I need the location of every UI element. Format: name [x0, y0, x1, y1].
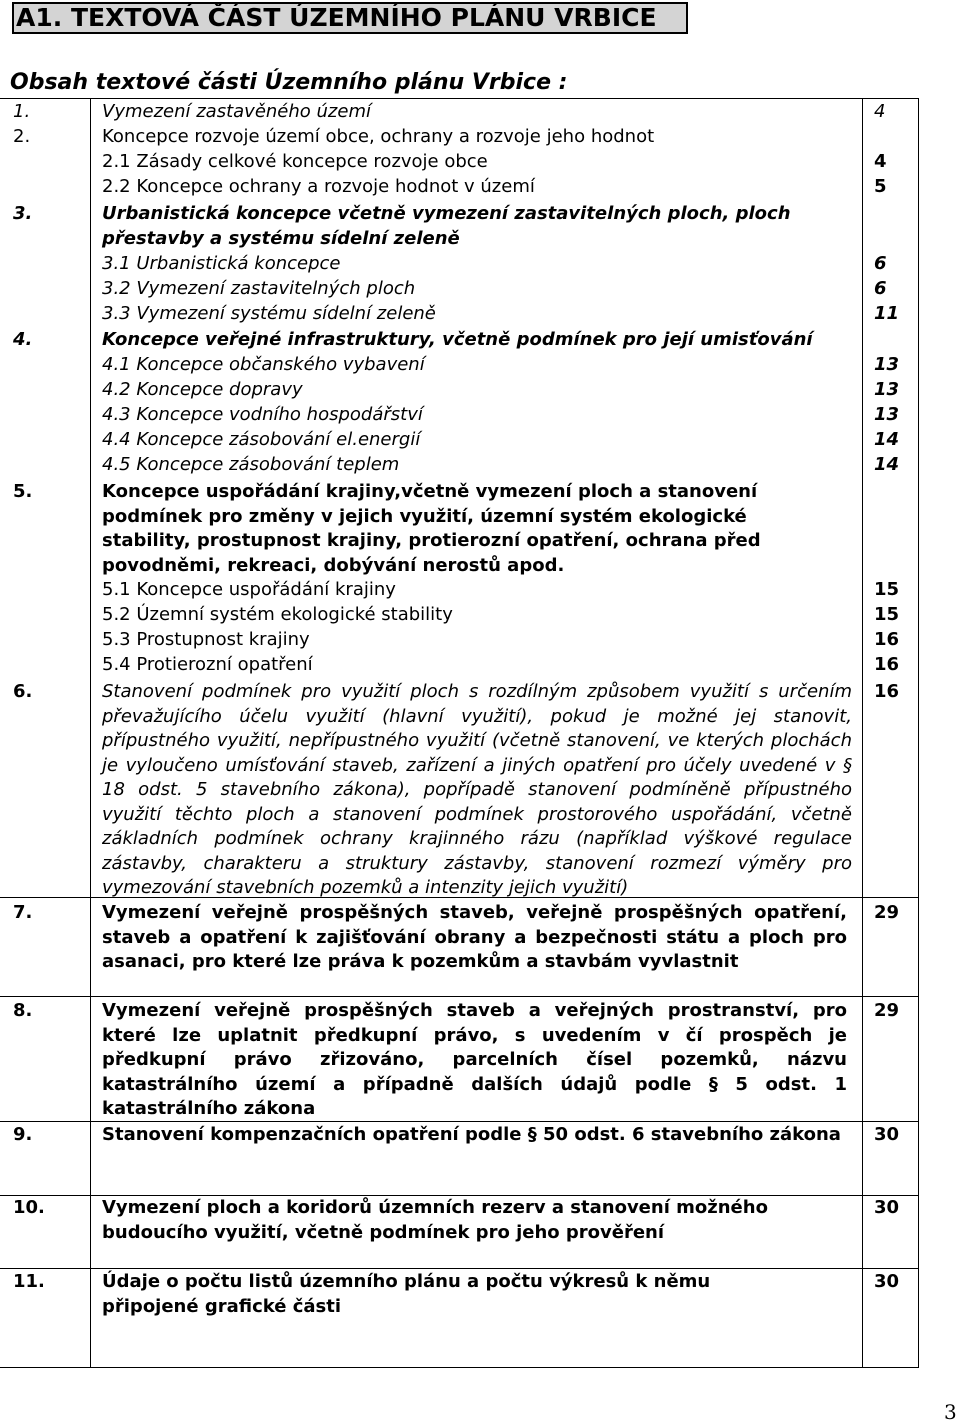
- entry-text: 5.1 Koncepce uspořádání krajiny: [102, 579, 396, 600]
- entry-text: 2.2 Koncepce ochrany a rozvoje hodnot v území: [102, 176, 535, 197]
- entry-page: 11: [874, 303, 900, 324]
- entry-page: 30: [874, 1197, 900, 1218]
- entry-page: 30: [874, 1271, 900, 1292]
- entry-text: 3.1 Urbanistická koncepce: [102, 253, 341, 274]
- entry-page: 30: [874, 1124, 900, 1145]
- entry-text: Údaje o počtu listů územního plánu a počtu výkresů k němu připojené grafické části: [102, 1271, 711, 1317]
- entry-number: 2.: [13, 126, 31, 147]
- entry-page: 29: [874, 902, 900, 923]
- entry-text: 3.3 Vymezení systému sídelní zeleně: [102, 303, 436, 324]
- entry-page: 15: [874, 579, 900, 600]
- entry-page: 14: [874, 429, 900, 450]
- entry-page: 4: [874, 151, 887, 172]
- page-number: 3: [944, 1400, 957, 1424]
- entry-text-line: Vymezení veřejně prospěšných staveb, veřejně prospěšných opatření, staveb a opatření k zajišťování obrany a bezpečnosti státu a ploch pro asanaci, pro které lze práva k pozemkům a stavbám vyvlastnit: [102, 902, 847, 972]
- entry-number: 5.: [13, 481, 33, 502]
- entry-text: Vymezení veřejně prospěšných staveb a veřejných prostranství, pro které lze uplatnit předkupní právo, s uvedením v čí prospěch je předkupní právo zřizováno, parcelních čísel pozemků, názvu katastrálního území a případně dalších údajů podle § 5 odst. 1 katastrálního zákona: [102, 1000, 847, 1119]
- entry-page: 6: [874, 253, 887, 274]
- entry-text: Vymezení ploch a koridorů územních rezerv a stanovení možného budoucího využití, včetně podmínek pro jeho prověření: [102, 1197, 768, 1243]
- entry-page: 16: [874, 681, 900, 702]
- entry-text: 3.2 Vymezení zastavitelných ploch: [102, 278, 416, 299]
- entry-number: 8.: [13, 1000, 33, 1021]
- entry-text: Stanovení kompenzačních opatření podle § 50 odst. 6 stavebního zákona: [102, 1124, 841, 1145]
- entry-number: 9.: [13, 1124, 33, 1145]
- entry-page: 13: [874, 354, 900, 375]
- entry-text: Koncepce veřejné infrastruktury, včetně podmínek pro její umisťování: [102, 329, 813, 350]
- entry-number: 7.: [13, 902, 33, 923]
- entry-page: 29: [874, 1000, 900, 1021]
- entry-number: 6.: [13, 681, 33, 702]
- entry-text: 4.4 Koncepce zásobování el.energií: [102, 429, 421, 450]
- entry-page: 16: [874, 654, 900, 675]
- entry-text: [102, 901, 847, 975]
- entry-page: 13: [874, 404, 900, 425]
- entry-text: 4.5 Koncepce zásobování teplem: [102, 454, 400, 475]
- entry-number: 3.: [13, 203, 33, 224]
- entry-text: 5.3 Prostupnost krajiny: [102, 629, 310, 650]
- entry-text: 2.1 Zásady celkové koncepce rozvoje obce: [102, 151, 488, 172]
- entry-text: Vymezení zastavěného území: [102, 101, 371, 122]
- entry-text: Stanovení podmínek pro využití ploch s rozdílným způsobem využití s určením převažujícího účelu využití (hlavní využití), pokud je možné jej stanovit, přípustného využití, nepřípustného využití (včetně stanovení, ve kterých plochách je vyloučeno umísťování staveb, zařízení a jiných opatření pro účely uvedené v § 18 odst. 5 stavebního zákona), popřípadě stanovení podmíněně přípustného využití těchto ploch a stanovení podmínek prostorového uspořádání, včetně základních podmínek ochrany krajinného rázu (například výškové regulace zástavby, charakteru a struktury zástavby, stanovení rozmezí výměry pro vymezování stavebních pozemků a intenzity jejich využití): [102, 681, 852, 898]
- entry-page: 5: [874, 176, 887, 197]
- entry-page: 16: [874, 629, 900, 650]
- entry-text: 4.1 Koncepce občanského vybavení: [102, 354, 425, 375]
- entry-page: 13: [874, 379, 900, 400]
- entry-page: 6: [874, 278, 887, 299]
- entry-text: 4.3 Koncepce vodního hospodářství: [102, 404, 423, 425]
- entry-text: 4.2 Koncepce dopravy: [102, 379, 303, 400]
- entry-page: 4: [874, 101, 886, 122]
- entry-number: 11.: [13, 1271, 45, 1292]
- entry-text: Koncepce rozvoje území obce, ochrany a rozvoje jeho hodnot: [102, 126, 655, 147]
- entry-text: 5.2 Územní systém ekologické stability: [102, 604, 453, 625]
- entry-text: Urbanistická koncepce včetně vymezení zastavitelných ploch, ploch přestavby a systému sídelní zeleně: [102, 203, 791, 249]
- entry-number: 10.: [13, 1197, 45, 1218]
- entry-page: 14: [874, 454, 900, 475]
- toc-title: Obsah textové části Územního plánu Vrbice :: [10, 70, 568, 95]
- entry-text: 5.4 Protierozní opatření: [102, 654, 313, 675]
- entry-page: 15: [874, 604, 900, 625]
- entry-number: 1.: [13, 101, 31, 122]
- document-heading: A1. TEXTOVÁ ČÁST ÚZEMNÍHO PLÁNU VRBICE: [12, 2, 688, 34]
- entry-number: 4.: [13, 329, 33, 350]
- entry-text: Koncepce uspořádání krajiny,včetně vymezení ploch a stanovení podmínek pro změny v jejich využití, územní systém ekologické stability, prostupnost krajiny, protierozní opatření, ochrana před povodněmi, rekreaci, dobývání nerostů apod.: [102, 481, 761, 576]
